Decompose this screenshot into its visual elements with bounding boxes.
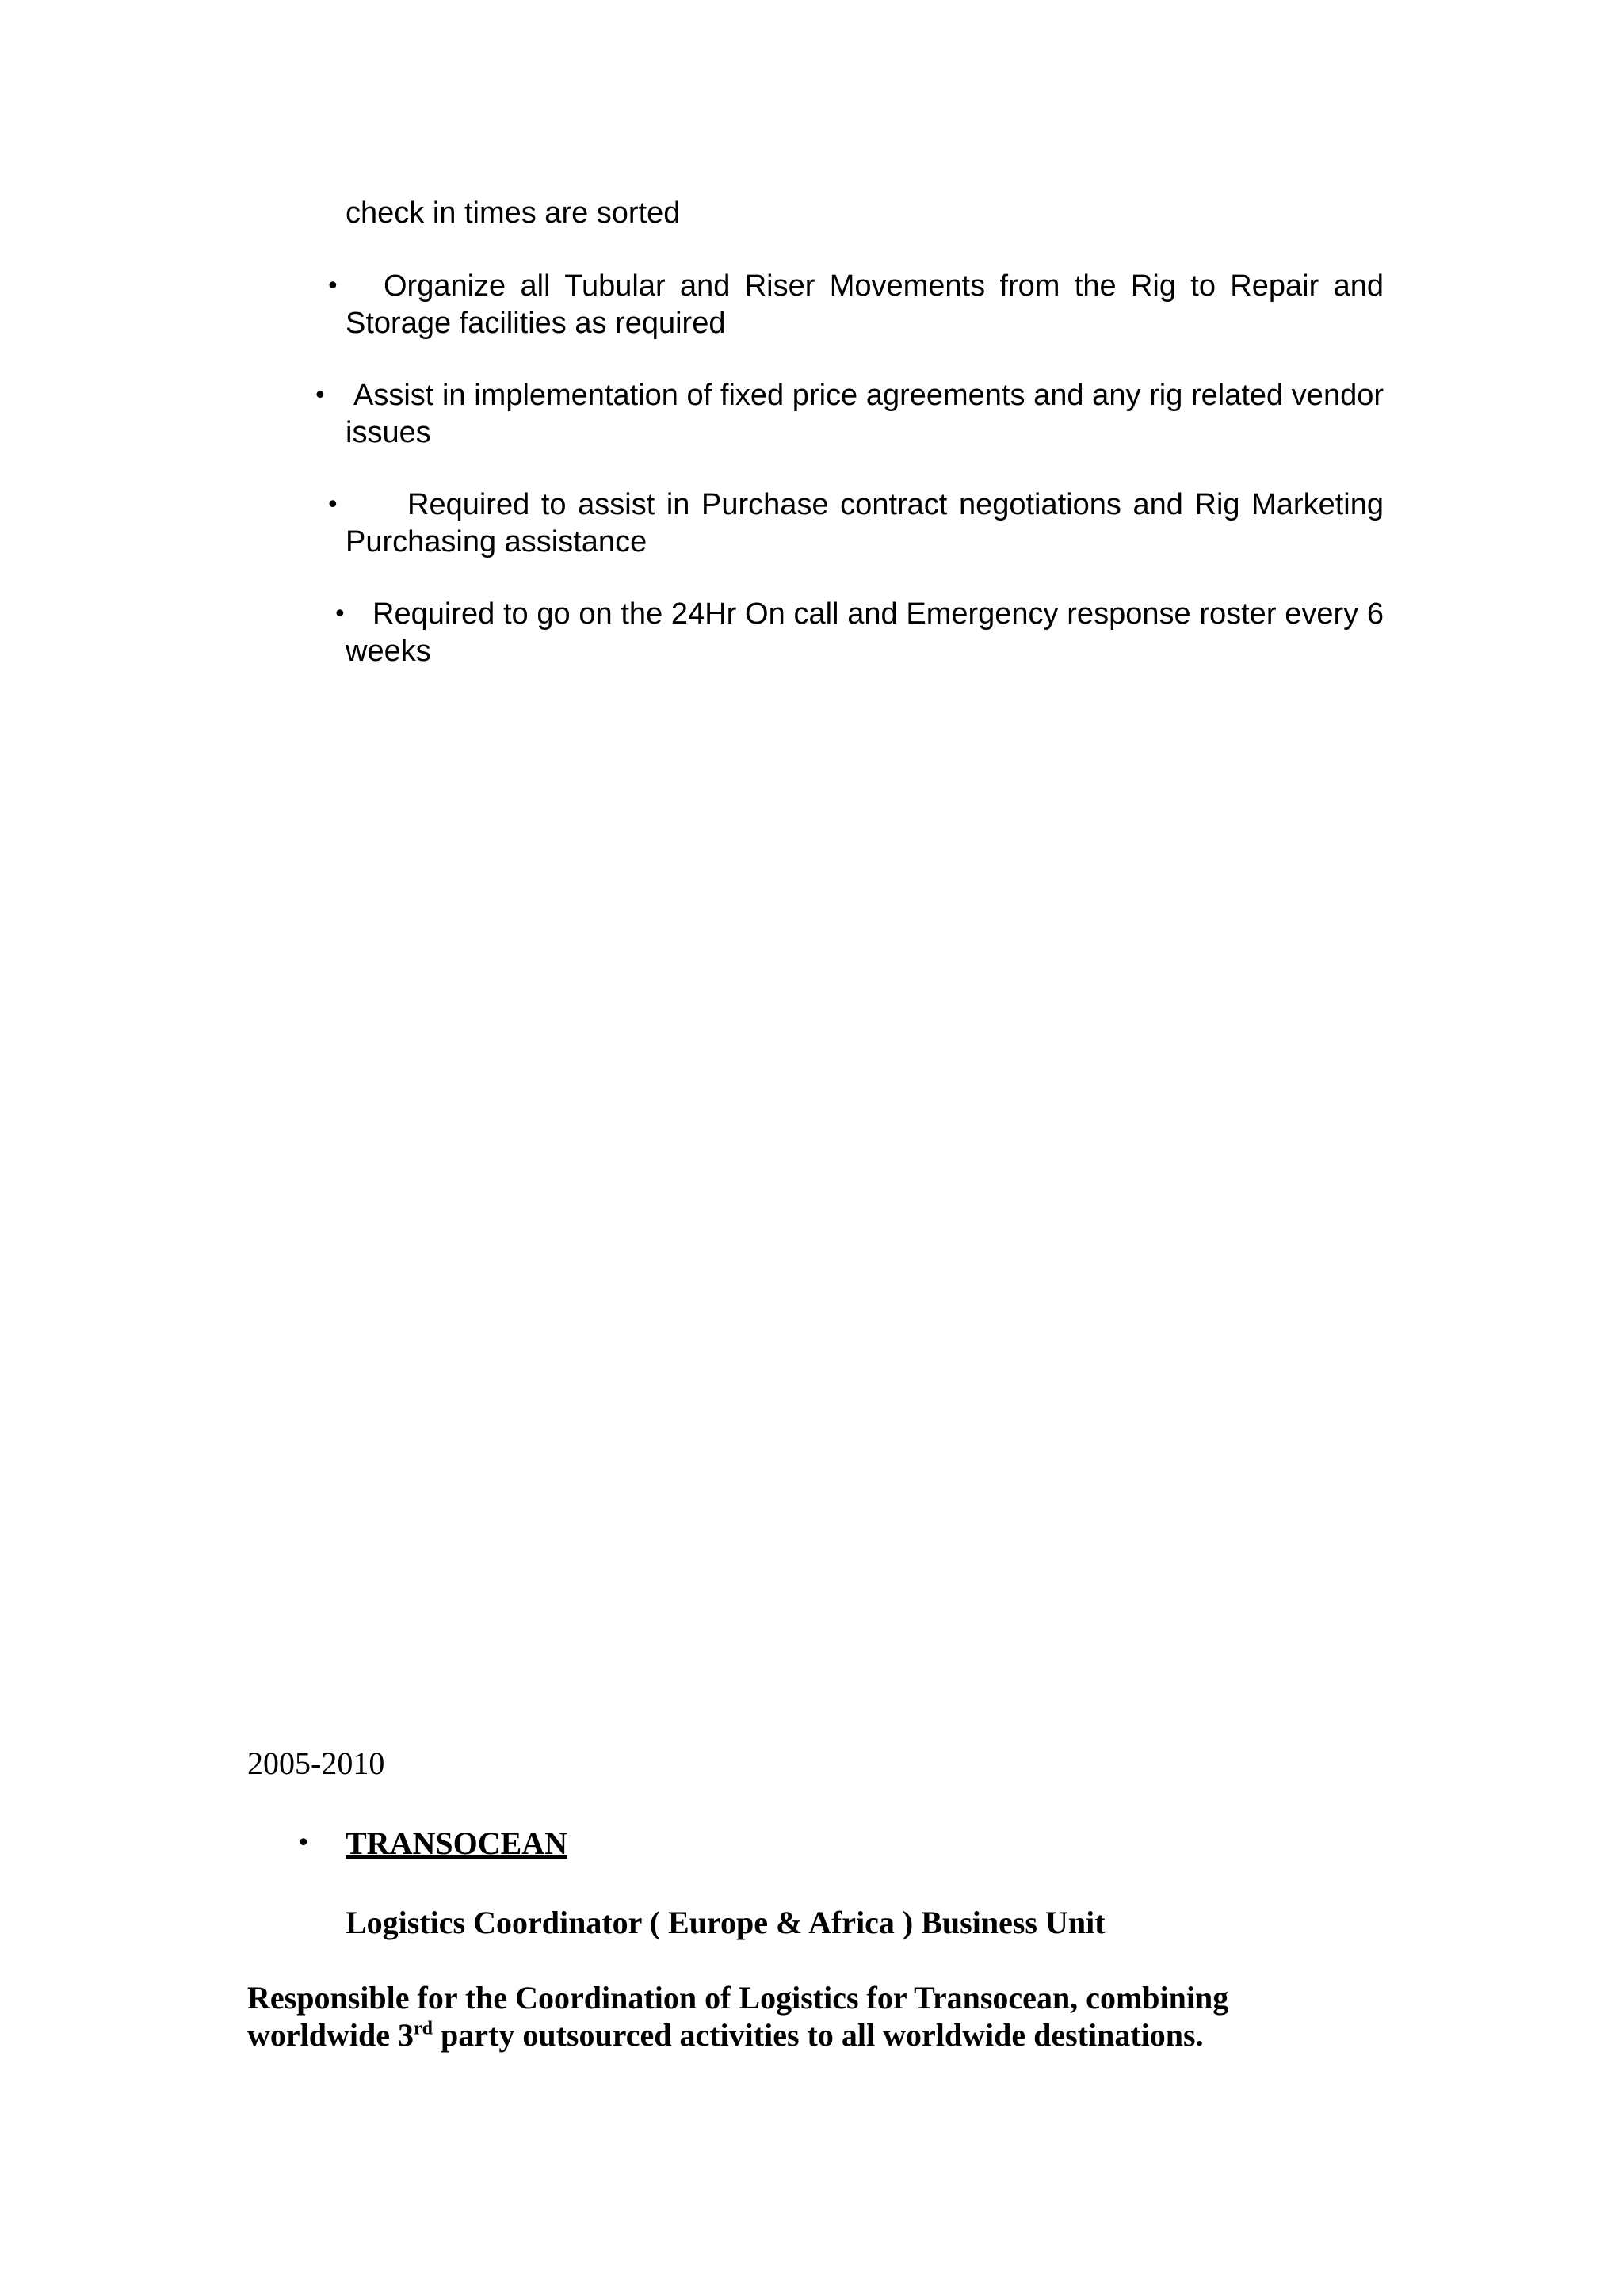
job-years: 2005-2010 xyxy=(247,1745,385,1781)
job-summary-part2: party outsourced activities to all worldwide destinations. xyxy=(433,2017,1204,2053)
bullet-icon: • xyxy=(296,1829,311,1857)
job-summary-part1: Responsible for the Coordination of Logistics for Transocean, combining worldwide 3 xyxy=(247,1980,1229,2053)
ordinal-suffix: rd xyxy=(414,2018,433,2039)
continuation-text: check in times are sorted xyxy=(346,196,681,230)
bullet-icon: • xyxy=(326,491,340,519)
company-name: TRANSOCEAN xyxy=(346,1825,568,1861)
list-item: Assist in implementation of fixed price agreements and any rig related vendor issues xyxy=(346,379,1384,449)
list-item: Required to go on the 24Hr On call and Emergency response roster every 6 weeks xyxy=(346,597,1384,668)
list-item: Required to assist in Purchase contract negotiations and Rig Marketing Purchasing assistance xyxy=(346,488,1384,559)
list-item: Organize all Tubular and Riser Movements from the Rig to Repair and Storage facilities as required xyxy=(346,269,1384,340)
bullet-icon: • xyxy=(333,601,347,628)
bullet-icon: • xyxy=(313,382,327,410)
bullet-icon: • xyxy=(326,273,340,300)
job-summary xyxy=(247,1979,1301,2054)
job-title: Logistics Coordinator ( Europe & Africa ) Business Unit xyxy=(346,1905,1106,1940)
